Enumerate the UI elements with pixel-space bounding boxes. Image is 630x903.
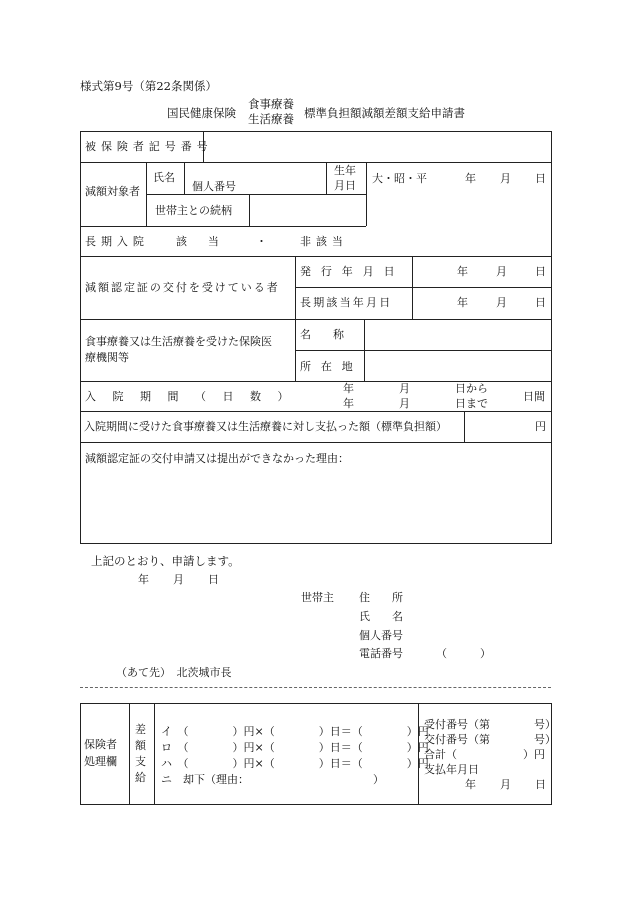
facility-name-field[interactable] [366,321,550,349]
issue-date-label: 発行年月日 [300,265,405,278]
receipt-number: 受付番号（第 号） [424,718,556,731]
issue-number: 交付番号（第 号） [424,733,556,746]
application-statement: 上記のとおり、申請します。 [91,554,240,568]
calc-row-ro: ロ （ ）円×（ ）日＝（ ）円 [161,741,429,754]
cert-holder-label: 減額認定証の交付を受けている者 [85,281,280,294]
apply-month-label: 月 [173,573,184,586]
long-month-label: 月 [496,296,507,309]
period-to-month: 月 [399,397,410,410]
option-separator: ・ [256,235,267,248]
relation-label: 世帯主との続柄 [155,204,232,217]
long-stay-label: 長期入院 [85,235,149,248]
diff-char-3: 支 [135,755,146,768]
addressee: （あて先） 北茨城市長 [116,666,232,679]
diff-char-2: 額 [135,739,146,752]
birth-year-label: 年 [465,172,476,185]
issue-day-label: 日 [535,265,546,278]
facility-address-field[interactable] [366,352,550,380]
paid-amount-field[interactable] [466,413,530,441]
apply-year-label: 年 [138,573,149,586]
facility-label-1: 食事療養又は生活療養を受けた保険医 [85,335,272,348]
period-from-month: 月 [399,382,410,395]
facility-address-label: 所在地 [300,360,363,373]
paid-amount-label: 入院期間に受けた食事療養又は生活療養に対し支払った額（標準負担額） [84,420,447,433]
pay-year-label: 年 [465,778,476,791]
birth-label-2: 月日 [334,179,356,192]
period-to-year: 年 [343,397,354,410]
period-label: 入院期間（日数） [85,390,305,403]
form-number: 様式第9号（第22条関係） [80,79,217,93]
long-year-label: 年 [457,296,468,309]
insured-number-field[interactable] [205,133,550,161]
period-days-label: 日間 [523,390,545,403]
target-person-label: 減額対象者 [85,185,140,198]
applicant-phone-label: 電話番号 [359,647,403,660]
paid-yen-label: 円 [535,420,546,433]
applicable-option[interactable]: 該 当 [176,235,224,248]
issue-year-label: 年 [457,265,468,278]
not-applicable-option[interactable]: 非該当 [300,235,348,248]
birth-label-1: 生年 [334,164,356,177]
diff-char-1: 差 [135,723,146,736]
reason-label: 減額認定証の交付申請又は提出ができなかった理由： [85,452,349,465]
applicant-personal-number-label: 個人番号 [359,629,403,642]
period-from-day: 日から [455,382,488,395]
pay-day-label: 日 [535,778,546,791]
period-from-year: 年 [343,382,354,395]
total-amount: 合計（ ）円 [424,748,545,761]
page-title: 標準負担額減額差額支給申請書 [304,106,465,120]
calc-row-ni: ニ 却下（理由： [161,773,249,786]
householder-label: 世帯主 [301,591,334,604]
issue-month-label: 月 [496,265,507,278]
relation-field[interactable] [251,196,364,224]
calc-row-i: イ （ ）円×（ ）日＝（ ）円 [161,725,429,738]
birth-day-label: 日 [535,172,546,185]
payment-date-label: 支払年月日 [424,763,479,776]
pay-month-label: 月 [500,778,511,791]
birth-month-label: 月 [500,172,511,185]
apply-day-label: 日 [208,573,219,586]
calc-row-ha: ハ （ ）円×（ ）日＝（ ）円 [161,757,429,770]
diff-char-4: 給 [135,771,146,784]
name-label: 氏名 [153,171,175,184]
long-day-label: 日 [535,296,546,309]
applicant-address-label: 住 所 [359,591,403,604]
long-date-label: 長期該当年月日 [300,296,393,309]
office-label-1: 保険者 [84,738,117,751]
facility-name-label: 名 称 [300,328,344,341]
insured-number-label: 被保険者記号番号 [85,140,213,153]
type-line-1: 食事療養 [248,97,294,111]
applicant-phone-paren: （ ） [436,647,491,660]
reject-close-paren: ） [373,773,384,786]
period-to-day: 日まで [455,397,488,410]
type-line-2: 生活療養 [248,112,294,126]
cut-line [80,687,551,688]
office-label-2: 処理欄 [84,755,117,768]
insurance-label: 国民健康保険 [167,106,236,120]
facility-label-2: 療機関等 [85,351,129,364]
personal-number-label: 個人番号 [192,180,236,193]
applicant-name-label: 氏 名 [359,610,403,623]
era-options: 大・昭・平 [372,172,427,185]
reason-field[interactable] [82,468,549,541]
